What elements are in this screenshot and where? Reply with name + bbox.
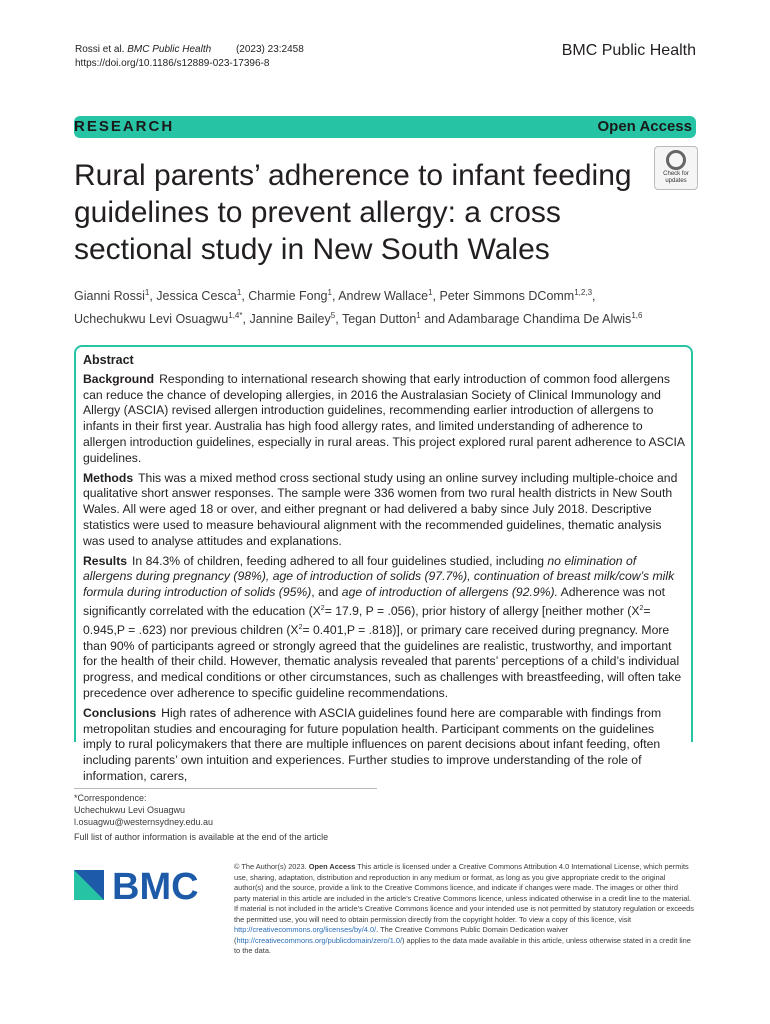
conclusions-label: Conclusions <box>83 705 157 720</box>
license-statement: © The Author(s) 2023. Open Access This article is licensed under a Creative Commons Attribution 4.0 International License, which permits use, sharing, adaptation, distribution and reproduction in any medium or format, as long as you give appropriate credit to the original author(s) and the source, provide a link to the Creative Commons licence, and indicate if changes were made. The images or other third party material in this article are included in the article’s Creative Commons licence, unless indicated otherwise in a credit line to the material. If material is not included in the article’s Creative Commons licence and your intended use is not permitted by statutory regulation or exceeds the permitted use, you will need to obtain permission directly from the copyright holder. To view a copy of this licence, visit http://creativecommons.org/licenses/by/4.0/. The Creative Commons Public Domain Dedication waiver (http://creativecommons.org/publicdomain/zero/1.0/) applies to the data made available in this article, unless otherwise stated in a credit line to the data. <box>234 862 694 955</box>
footnote-divider <box>74 788 377 789</box>
header-authors: Rossi et al. <box>75 44 125 55</box>
check-updates-label: Check for updates <box>663 171 689 184</box>
license-url[interactable]: http://creativecommons.org/licenses/by/4.0/ <box>234 925 377 934</box>
methods-label: Methods <box>83 470 134 485</box>
check-for-updates-button[interactable] <box>654 146 698 190</box>
header-doi-link[interactable]: https://doi.org/10.1186/s12889-023-17396-8 <box>75 58 270 69</box>
open-access-label: Open Access <box>597 118 692 135</box>
article-type-label: RESEARCH <box>74 118 175 135</box>
correspondence-name: Uchechukwu Levi Osuagwu <box>74 805 186 815</box>
waiver-url[interactable]: http://creativecommons.org/publicdomain/zero/1.0/ <box>236 935 403 945</box>
results-label: Results <box>83 553 128 568</box>
author-info-note: Full list of author information is available at the end of the article <box>74 832 329 842</box>
article-type-banner <box>74 116 696 138</box>
author-name[interactable]: Adambarage Chandima De Alwis <box>447 312 632 327</box>
background-label: Background <box>83 371 155 386</box>
author-name[interactable]: Uchechukwu Levi Osuagwu <box>74 312 229 327</box>
license-oa-label: Open Access <box>308 862 356 871</box>
author-name[interactable]: Tegan Dutton <box>341 312 417 327</box>
abstract-conclusions: Conclusions High rates of adherence with ASCIA guidelines found here are comparable with findings from metropolitan studies and encouraging for future population health. Participant comments on the guidelines imply to rural policymakers that there are multiple influences on parent decisions about infant feeding, often including parents’ own intuition and experiences. Further studies to improve understanding of the role of information, carers, <box>83 705 662 784</box>
author-name[interactable]: Gianni Rossi <box>74 289 145 304</box>
check-updates-icon <box>666 150 686 170</box>
abstract-results: Results In 84.3% of children, feeding adhered to all four guidelines studied, including no elimination of allergens during pregnancy (98%), age of introduction of solids (97.7%), continuation of breast milk/cow’s milk formula during introduction of solids (95%), and age of introduction of allergens (92.9%). Adherence was not significantly correlated with the education ($X^2= 17.9$, P = .056), prior history of allergy [neither mother $(X^2= 0.945,P = .623)$ nor previous children $(X^2= 0.401,P = .818)$], or primary care received during pregnancy. More than 90% of participants agreed or strongly agreed that the guidelines are realistic, trustworthy, and important for the health of their child. However, thematic analysis revealed that parents’ perceptions of a child’s individual progress, and medical conditions or other circumstances, such as challenges with breastfeeding, will often take precedence over adherence to specific guideline recommendations. <box>83 553 682 701</box>
author-name[interactable]: Charmie Fong <box>248 289 328 304</box>
abstract-heading: Abstract <box>83 353 134 367</box>
bmc-logo <box>74 864 216 904</box>
header-journal-short: BMC Public Health <box>127 44 212 55</box>
author-name[interactable]: Jannine Bailey <box>249 312 331 327</box>
author-name[interactable]: Andrew Wallace <box>338 289 429 304</box>
header-journal-name: BMC Public Health <box>561 42 696 59</box>
correspondence-note <box>74 792 213 828</box>
author-list: Gianni Rossi$^1$, Jessica Cesca$^1$, Charmie Fong$^1$, Andrew Wallace$^1$, Peter Simmons DComm$^{1,2,3}$, Uchechukwu Levi Osuagwu$^{1,4*}$, Jannine Bailey$^5$, Tegan Dutton$^1$ and Adambarage Chandima De Alwis$^{1,6}$ <box>74 288 643 327</box>
article-title: Rural parents’ adherence to infant feeding guidelines to prevent allergy: a cross sectional study in New South Wales <box>74 159 632 266</box>
header-year-volume: (2023) 23:2458 <box>235 44 304 55</box>
abstract-background: Background Responding to international research showing that early introduction of common food allergens can reduce the chance of developing allergies, in 2016 the Australasian Society of Clinical Immunology and Allergy (ASCIA) revised allergen introduction guidelines, recommending earlier introduction of allergens to infants in their first year. Australia has high food allergy rates, and limited understanding of adherence to allergen introduction guidelines, especially in rural areas. This project explored rural parent adherence to ASCIA guidelines. <box>83 371 685 465</box>
abstract-methods: Methods This was a mixed method cross sectional study using an online survey including multiple-choice and qualitative short answer responses. The sample were 336 women from two rural health districts in New South Wales. All were aged 18 or over, and either pregnant or had delivered a baby since July 2018. Descriptive statistics were used to measure behavioural alignment with the recommended guidelines, thematic analysis was used to analyse attitudes and explanations. <box>83 470 678 548</box>
bmc-logo-text: BMC <box>112 866 199 904</box>
abstract-box <box>74 345 693 784</box>
author-name[interactable]: Peter Simmons DComm <box>439 289 575 304</box>
author-name[interactable]: Jessica Cesca <box>156 289 237 304</box>
correspondence-label: *Correspondence: <box>74 793 147 803</box>
header-citation <box>75 44 304 55</box>
correspondence-email[interactable]: l.osuagwu@westernsydney.edu.au <box>74 817 214 827</box>
